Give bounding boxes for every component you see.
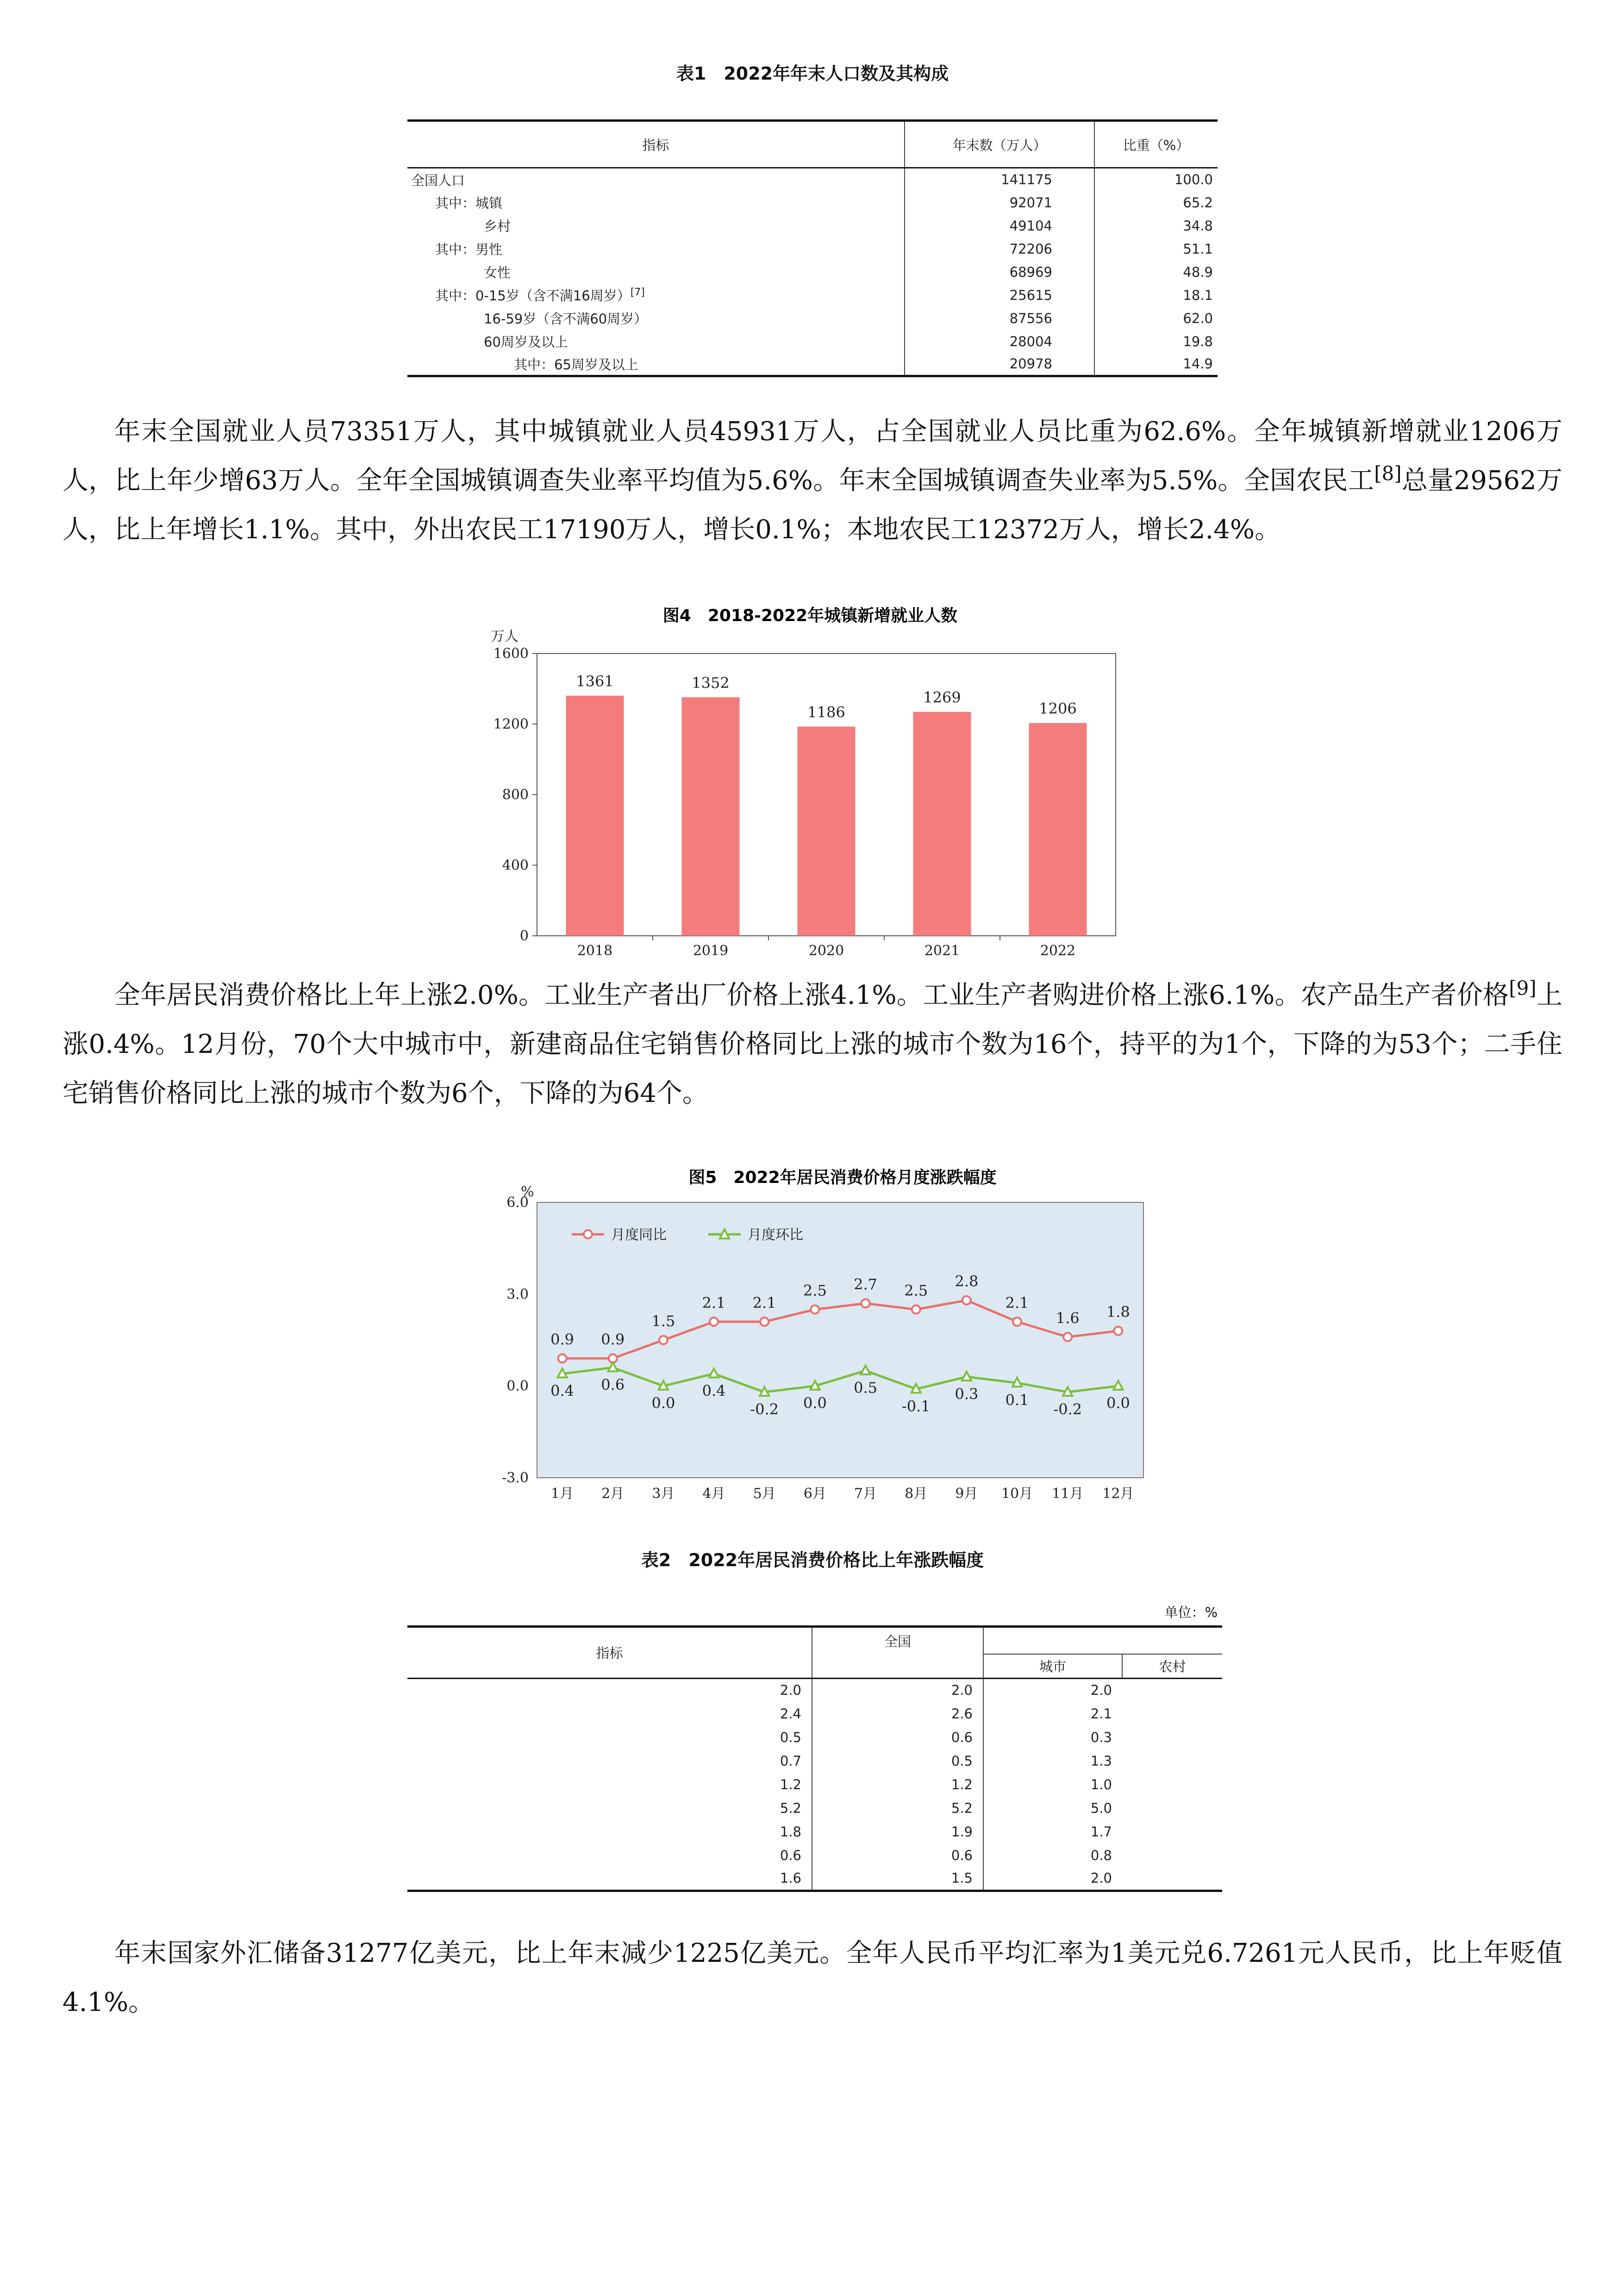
chart5-title: 图5 2022年居民消费价格月度涨跌幅度 [688,1168,997,1187]
bar-2019 [682,697,740,936]
table-cell-rural: 0.3 [1090,1729,1112,1745]
table2-header-urban: 城市 [983,1654,1122,1678]
table2-header-indicator: 指标 [407,1627,812,1679]
point-yoy [862,1299,870,1307]
data-label-mom: 0.5 [854,1379,878,1397]
paragraph-prices-text-a: 全年居民消费价格比上年上涨2.0%。工业生产者出厂价格上涨4.1%。工业生产者购进价格上涨6.1%。农产品生产者价格 [114,980,1509,1010]
data-label-yoy: 2.5 [803,1282,827,1300]
table-row [407,168,1218,191]
table-cell-indicator [407,237,905,261]
data-label-mom: 0.4 [702,1382,726,1400]
table-cell-urban: 2.6 [812,1702,983,1725]
y-tick-label: 0.0 [506,1378,529,1394]
table-row [407,1702,1222,1725]
paragraph-forex [62,1929,1562,2027]
x-tick-label: 10月 [1001,1486,1033,1502]
table-cell-value: 72206 [905,237,1094,261]
data-label-yoy: 1.6 [1056,1309,1080,1327]
table-cell-urban: 0.5 [812,1749,983,1773]
table-cell-urban: 2.0 [812,1678,983,1702]
table-cell-indicator [407,214,905,237]
table1-header-share: 比重（%） [1123,137,1190,153]
chart5-cpi-monthly [472,1157,1167,1518]
row-label: 60周岁及以上 [484,334,568,350]
bar-value-label: 1186 [807,703,845,721]
table2-title: 表2 2022年居民消费价格比上年涨跌幅度 [641,1550,984,1570]
x-tick-label: 2021 [924,943,960,958]
table-cell-national: 2.0 [407,1678,812,1702]
table-row [407,1867,1222,1891]
row-label: 乡村 [484,218,511,234]
table-cell-indicator [407,307,905,330]
table-row [407,1820,1222,1843]
y-tick-label: 800 [502,787,529,803]
data-label-yoy: 2.1 [752,1294,776,1312]
data-label-mom: -0.1 [901,1397,931,1415]
table-cell-indicator [407,353,905,376]
bar-2018 [566,696,624,936]
bar-2022 [1029,723,1087,936]
y-tick-label: 400 [502,857,529,874]
y-tick-label: 1600 [493,646,529,662]
data-label-yoy: 2.8 [955,1272,979,1290]
x-tick-label: 6月 [803,1486,826,1502]
point-yoy [1063,1333,1072,1341]
table-row [407,237,1218,261]
data-label-mom: -0.2 [750,1400,779,1418]
table-row [407,1773,1222,1796]
chart4-title: 图4 2018-2022年城镇新增就业人数 [662,606,958,625]
table-row [407,214,1218,237]
bar-2020 [798,727,856,936]
table-row [407,1796,1222,1820]
data-label-yoy: 2.1 [1005,1294,1029,1312]
x-tick-label: 12月 [1102,1486,1134,1502]
point-yoy [1114,1327,1122,1335]
table-row [407,307,1218,330]
table-cell-urban: 1.9 [812,1820,983,1843]
table-cell-urban: 0.6 [812,1725,983,1749]
x-tick-label: 11月 [1052,1486,1084,1502]
table-cell-rural: 1.7 [1090,1823,1112,1840]
paragraph-employment-text-b: 总量29562万人，比上年增长1.1%。其中，外出农民工17190万人，增长0.1%；本地农民工12372万人，增长2.4%。 [62,466,1562,545]
data-label-mom: 0.1 [1005,1391,1029,1409]
table1-title: 表1 2022年年末人口数及其构成 [676,63,949,84]
data-label-yoy: 1.8 [1106,1303,1130,1321]
row-label: 其中：男性 [435,242,503,257]
table2-header-national: 全国 [812,1627,983,1679]
table-cell-rural: 2.0 [1090,1870,1112,1886]
table-cell-indicator [407,330,905,353]
population-table [407,119,1218,377]
point-yoy [760,1318,768,1326]
x-tick-label: 1月 [551,1486,574,1502]
table-cell-rural: 5.0 [1090,1800,1112,1816]
bar-value-label: 1269 [923,689,961,707]
table2-unit: 单位：% [1164,1605,1218,1620]
paragraph-employment-text-a: 年末全国就业人员73351万人，其中城镇就业人员45931万人，占全国就业人员比重为62.6%。全年城镇新增就业1206万人，比上年少增63万人。全年全国城镇调查失业率平均值为5.6%。年末全国城镇调查失业率为5.5%。全国农民工 [62,417,1562,496]
table-row [407,1725,1222,1749]
table-row [407,353,1218,376]
point-yoy [811,1305,819,1313]
data-label-mom: 0.0 [1106,1394,1130,1412]
table-cell-indicator [407,191,905,214]
table-cell-share: 100.0 [1174,172,1213,188]
table-cell-national: 1.6 [407,1867,812,1891]
paragraph-prices [62,971,1562,1118]
point-yoy [962,1296,971,1305]
table-cell-share: 62.0 [1183,310,1213,326]
table-cell-rural: 1.0 [1090,1776,1112,1792]
table1-header-value: 年末数（万人） [905,121,1094,168]
cpi-table [407,1625,1222,1892]
table-cell-urban: 0.6 [812,1843,983,1867]
table-cell-share: 14.9 [1183,356,1213,372]
paragraph-forex-text: 年末国家外汇储备31277亿美元，比上年末减少1225亿美元。全年人民币平均汇率为1美元兑6.7261元人民币，比上年贬值4.1%。 [62,1938,1562,2017]
table-cell-national: 0.6 [407,1843,812,1867]
table-row [407,261,1218,284]
chart5-unit-label: % [521,1184,534,1200]
data-label-yoy: 2.5 [904,1282,928,1300]
bar-2021 [913,712,971,936]
table-cell-national: 1.2 [407,1773,812,1796]
bar-value-label: 1206 [1039,700,1077,718]
table-cell-urban: 1.5 [812,1867,983,1891]
data-label-mom: -0.2 [1053,1400,1082,1418]
table1-header-indicator: 指标 [407,121,905,168]
table-row [407,1749,1222,1773]
row-label: 其中：0-15岁（含不满16周岁） [435,288,631,304]
point-yoy [659,1336,668,1344]
table-cell-national: 0.5 [407,1725,812,1749]
row-label: 全国人口 [411,172,465,188]
data-label-mom: 0.6 [601,1376,625,1394]
data-label-yoy: 0.9 [550,1331,575,1349]
table-cell-urban: 5.2 [812,1796,983,1820]
table-cell-urban: 1.2 [812,1773,983,1796]
table-cell-rural: 0.8 [1090,1847,1112,1863]
table-row [407,330,1218,353]
table-cell-value: 20978 [905,353,1094,376]
table-cell-share: 18.1 [1183,287,1213,303]
table-cell-indicator [407,284,905,307]
table-cell-indicator [407,261,905,284]
point-yoy [1013,1318,1021,1326]
row-label: 女性 [484,265,511,280]
table-cell-rural: 2.1 [1090,1705,1112,1722]
table2-body [407,1678,1222,1891]
table-row [407,1678,1222,1702]
x-tick-label: 2019 [693,943,729,958]
bar-value-label: 1352 [692,674,730,692]
point-yoy [912,1305,920,1313]
table-row [407,284,1218,307]
x-tick-label: 2022 [1040,943,1076,958]
data-label-yoy: 2.1 [702,1294,726,1312]
table-cell-value: 87556 [905,307,1094,330]
footnote-8: [8] [1374,462,1402,485]
x-tick-label: 2020 [808,943,844,958]
table-cell-value: 92071 [905,191,1094,214]
y-tick-label: -3.0 [502,1470,529,1486]
x-tick-label: 9月 [955,1486,978,1502]
table2-header-rural: 农村 [1122,1654,1222,1678]
data-label-yoy: 0.9 [601,1331,625,1349]
chart4-new-urban-jobs [472,597,1148,958]
table-cell-value: 68969 [905,261,1094,284]
data-label-mom: 0.3 [955,1385,979,1403]
table-cell-national: 5.2 [407,1796,812,1820]
table-cell-value: 28004 [905,330,1094,353]
table1-body [407,168,1218,376]
footnote-9: [9] [1509,977,1537,1000]
x-tick-label: 8月 [905,1486,928,1502]
table-row [407,1843,1222,1867]
x-tick-label: 7月 [854,1486,877,1502]
table-cell-share: 19.8 [1183,333,1213,349]
data-label-mom: 0.0 [803,1394,827,1412]
table-cell-share: 48.9 [1183,264,1213,280]
x-tick-label: 4月 [702,1486,725,1502]
y-tick-label: 6.0 [506,1195,529,1211]
legend-yoy-marker [584,1230,592,1238]
table-cell-value: 141175 [905,168,1094,191]
table-cell-share: 65.2 [1183,194,1213,211]
table-cell-rural: 1.3 [1090,1753,1112,1769]
table-cell-value: 49104 [905,214,1094,237]
table-cell-value: 25615 [905,284,1094,307]
data-label-mom: 0.4 [550,1382,575,1400]
row-label: 其中：城镇 [435,195,503,211]
table-cell-national: 1.8 [407,1820,812,1843]
point-yoy [558,1354,567,1363]
x-tick-label: 5月 [753,1486,776,1502]
table-cell-indicator [407,168,905,191]
table-cell-national: 0.7 [407,1749,812,1773]
footnote-7: [7] [630,286,645,299]
table-cell-national: 2.4 [407,1702,812,1725]
y-tick-label: 0 [519,928,529,944]
point-yoy [710,1318,718,1326]
y-tick-label: 1200 [493,716,529,733]
data-label-yoy: 2.7 [854,1276,878,1294]
table-cell-share: 34.8 [1183,218,1213,234]
y-tick-label: 3.0 [506,1286,529,1303]
data-label-mom: 0.0 [651,1394,675,1412]
legend-mom-label: 月度环比 [748,1227,803,1243]
x-tick-label: 2018 [577,943,613,958]
legend-yoy-label: 月度同比 [611,1227,667,1243]
bar-value-label: 1361 [576,672,614,691]
paragraph-employment [62,407,1562,554]
data-label-yoy: 1.5 [651,1312,675,1330]
table-row [407,191,1218,214]
chart5-plot-area [537,1202,1143,1478]
x-tick-label: 3月 [652,1486,675,1502]
row-label: 16-59岁（含不满60周岁） [484,311,648,327]
table-cell-share: 51.1 [1183,241,1213,257]
x-tick-label: 2月 [601,1486,625,1502]
row-label: 其中：65周岁及以上 [514,356,638,373]
table-cell-rural: 2.0 [1090,1682,1112,1699]
chart4-unit-label: 万人 [491,628,518,645]
paragraph-prices-text-b: 上涨0.4%。12月份，70个大中城市中，新建商品住宅销售价格同比上涨的城市个数为16个，持平的为1个，下降的为53个；二手住宅销售价格同比上涨的城市个数为6个，下降的为64个。 [62,980,1563,1108]
